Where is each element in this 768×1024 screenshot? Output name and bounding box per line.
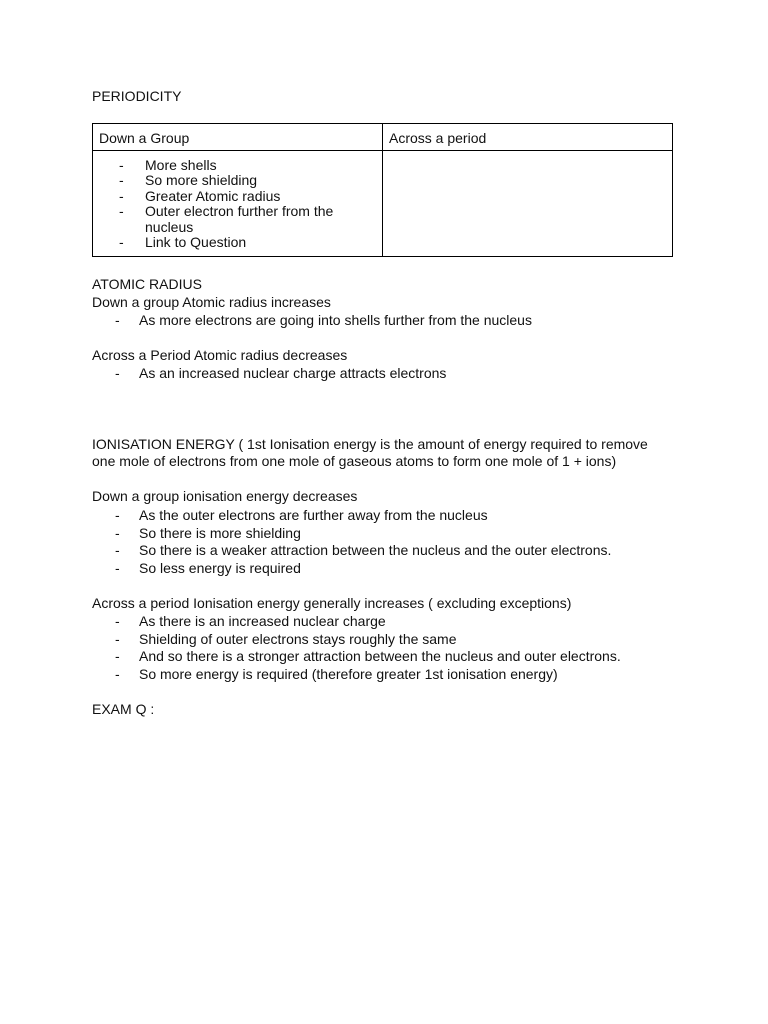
atomic-radius-across: Across a Period Atomic radius decreases: [92, 347, 348, 363]
atomic-radius-heading: ATOMIC RADIUS: [92, 276, 202, 292]
list-item: - Link to Question: [119, 234, 247, 251]
ionisation-heading-line1: IONISATION ENERGY ( 1st Ionisation energy is the amount of energy required to remove: [92, 436, 648, 452]
list-item: - More shells: [119, 157, 217, 173]
atomic-radius-down: Down a group Atomic radius increases: [92, 294, 331, 310]
table-header-across-period: Across a period: [383, 124, 673, 151]
table-header-down-group: Down a Group: [93, 124, 383, 151]
ionisation-across: Across a period Ionisation energy generally increases ( excluding exceptions): [92, 595, 572, 611]
ionisation-down: Down a group ionisation energy decreases: [92, 488, 358, 504]
list-item: - So more shielding: [119, 172, 258, 189]
down-group-list: [119, 158, 382, 250]
list-item: - Outer electron further from the nucleus: [119, 203, 334, 235]
table-cell-across-period: [383, 151, 673, 257]
document-title: PERIODICITY: [92, 88, 182, 104]
table-cell-down-group: [93, 151, 383, 257]
exam-question-label: EXAM Q :: [92, 701, 155, 717]
ionisation-heading-line2: one mole of electrons from one mole of gaseous atoms to form one mole of 1 + ions): [92, 453, 617, 469]
list-item: - Greater Atomic radius: [119, 187, 281, 204]
periodicity-table: [92, 123, 673, 257]
